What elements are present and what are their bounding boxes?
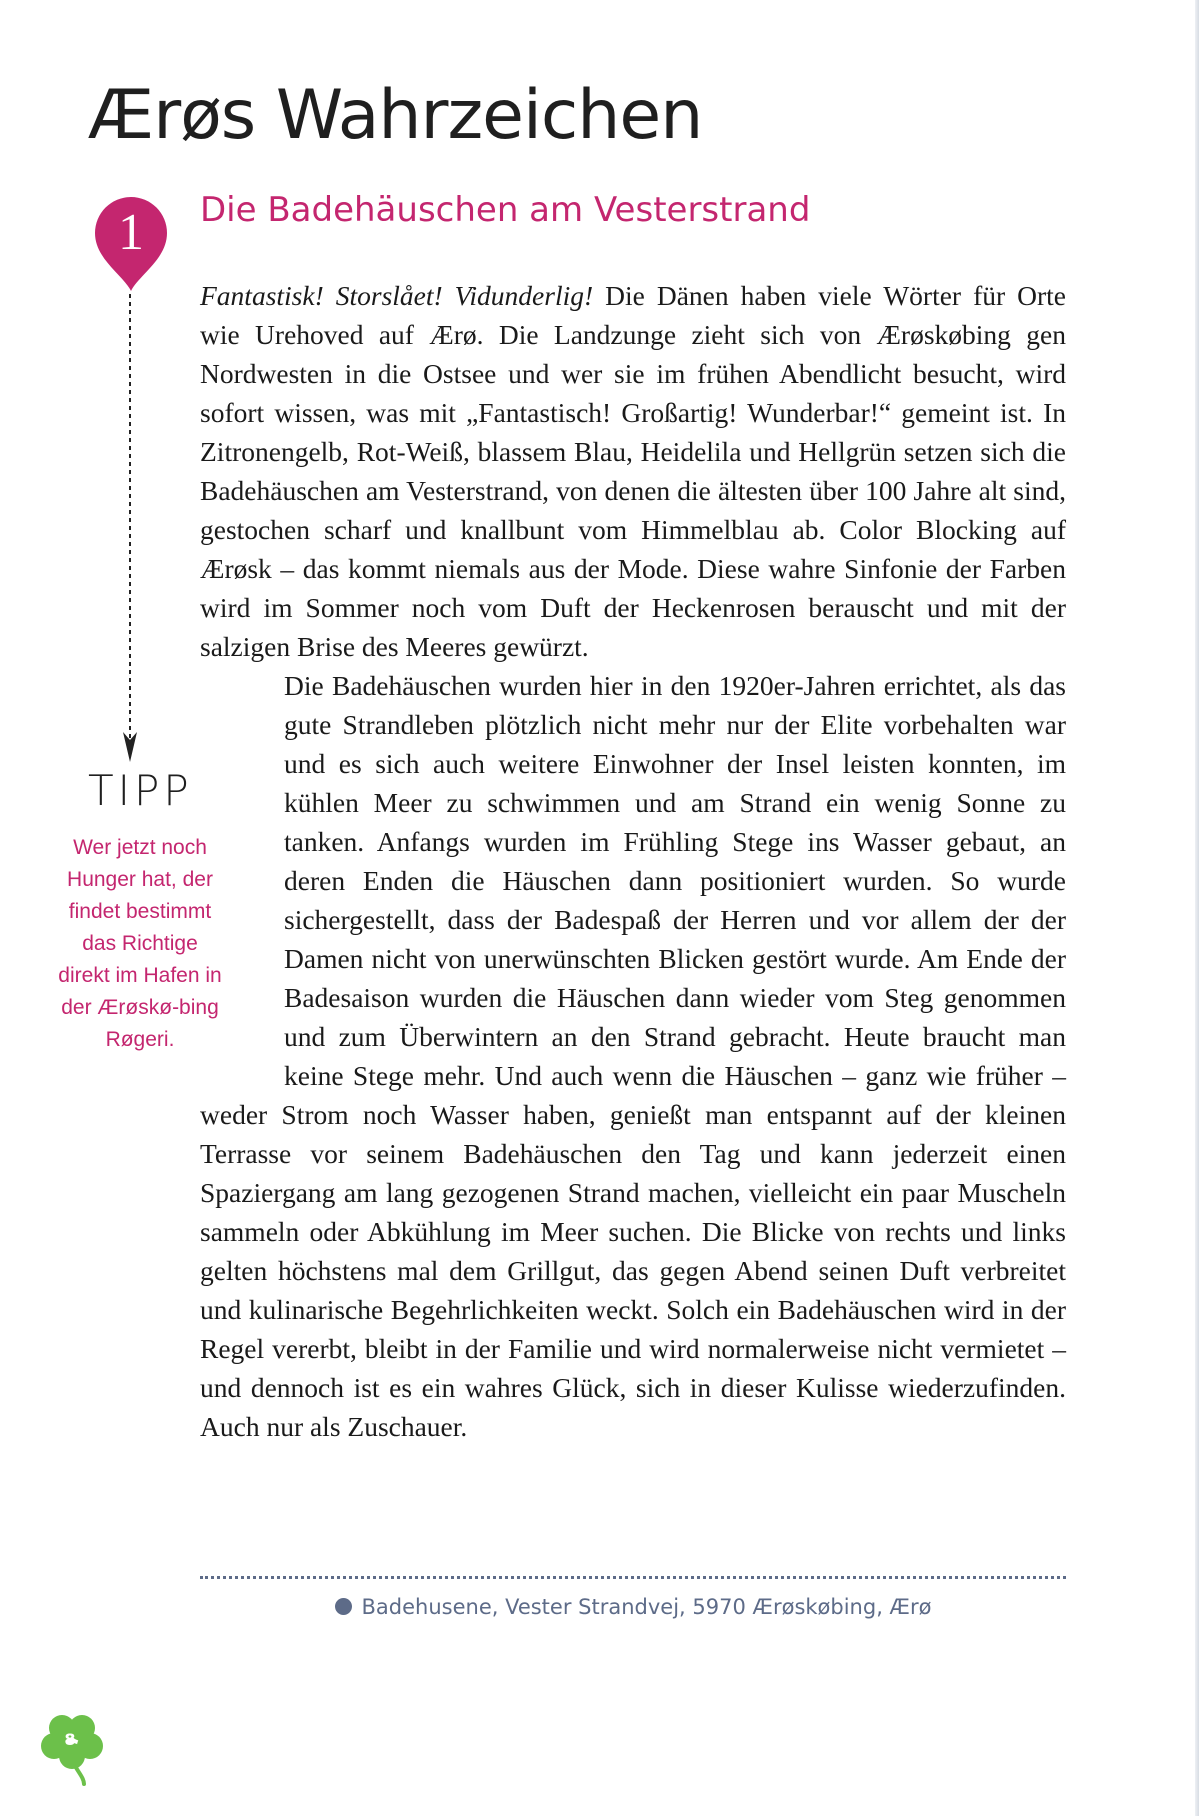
entry-title: Die Badehäuschen am Vesterstrand (200, 190, 811, 230)
dotted-divider (200, 1576, 1066, 1579)
paragraph-2 (200, 666, 1066, 1446)
page-edge (1195, 0, 1199, 1816)
entry-number: 1 (118, 204, 144, 261)
paragraph-1 (200, 276, 1066, 666)
paragraph-1-text: Die Dänen haben viele Wörter für Orte wie Urehoved auf Ærø. Die Landzunge zieht sich von Ærøskøbing gen Nordwesten in die Ostsee und wer sie im frühen Abendlicht besucht, wird sofort wissen, was mit „Fantastisch! Großartig! Wunderbar!“ gemeint ist. In Zitronengelb, Rot-Weiß, blassem Blau, Heidelila und Hellgrün setzen sich die Badehäuschen am Vesterstrand, von denen die ältesten über 100 Jahre alt sind, gestochen scharf und knallbunt vom Himmelblau ab. Color Blocking auf Ærøsk – das kommt niemals aus der Mode. Diese wahre Sinfonie der Farben wird im Sommer noch vom Duft der Heckenrosen berauscht und mit der salzigen Brise des Meeres gewürzt. (200, 280, 1066, 662)
dotted-arrow (122, 294, 138, 764)
intro-italic: Fantastisk! Storslået! Vidunderlig! (200, 280, 594, 311)
dot-icon (335, 1598, 352, 1615)
clover-icon (40, 1712, 104, 1786)
address-row (200, 1590, 1066, 1624)
tip-heading: TIPP (88, 766, 193, 815)
page-title: Ærøs Wahrzeichen (88, 76, 703, 155)
address-text: Badehusene, Vester Strandvej, 5970 Ærøskøbing, Ærø (361, 1595, 932, 1619)
page-number: 8 (64, 1730, 76, 1749)
paragraph-2-text: Die Badehäuschen wurden hier in den 1920er-Jahren errichtet, als das gute Strandleben plötzlich nicht mehr nur der Elite vorbehalten war und es sich auch weitere Einwohner der Insel leisten konnten, im kühlen Meer zu schwimmen und am Strand ein wenig Sonne zu tanken. Anfangs wurden im Frühling Stege ins Wasser gebaut, an deren Enden die Häuschen dann positioniert wurden. So wurde sichergestellt, dass der Badespaß der Herren und vor allem der der Damen nicht von unerwünschten Blicken gestört wurde. Am Ende der Badesaison wurden die Häuschen dann wieder vom Steg genommen und zum Überwintern an den Strand gebracht. Heute braucht man keine Stege mehr. Und auch wenn die Häuschen – ganz wie früher – weder Strom noch Wasser haben, genießt man entspannt auf der kleinen Terrasse vor seinem Badehäuschen den Tag und kann jederzeit einen Spaziergang am lang gezogenen Strand machen, vielleicht ein paar Muscheln sammeln oder Abkühlung im Meer suchen. Die Blicke von rechts und links gelten höchstens mal dem Grillgut, das gegen Abend seinen Duft verbreitet und kulinarische Begehrlichkeiten weckt. Solch ein Badehäuschen wird in der Regel vererbt, bleibt in der Familie und wird normalerweise nicht vermietet – und dennoch ist es ein wahres Glück, sich in dieser Kulisse wiederzufinden. Auch nur als Zuschauer. (200, 670, 1066, 1442)
tip-text: Wer jetzt noch Hunger hat, der findet bestimmt das Richtige direkt im Hafen in der Ærøskø-bing Røgeri. (58, 836, 222, 1051)
tip-indent (200, 666, 284, 1086)
entry-body (200, 276, 1066, 1446)
